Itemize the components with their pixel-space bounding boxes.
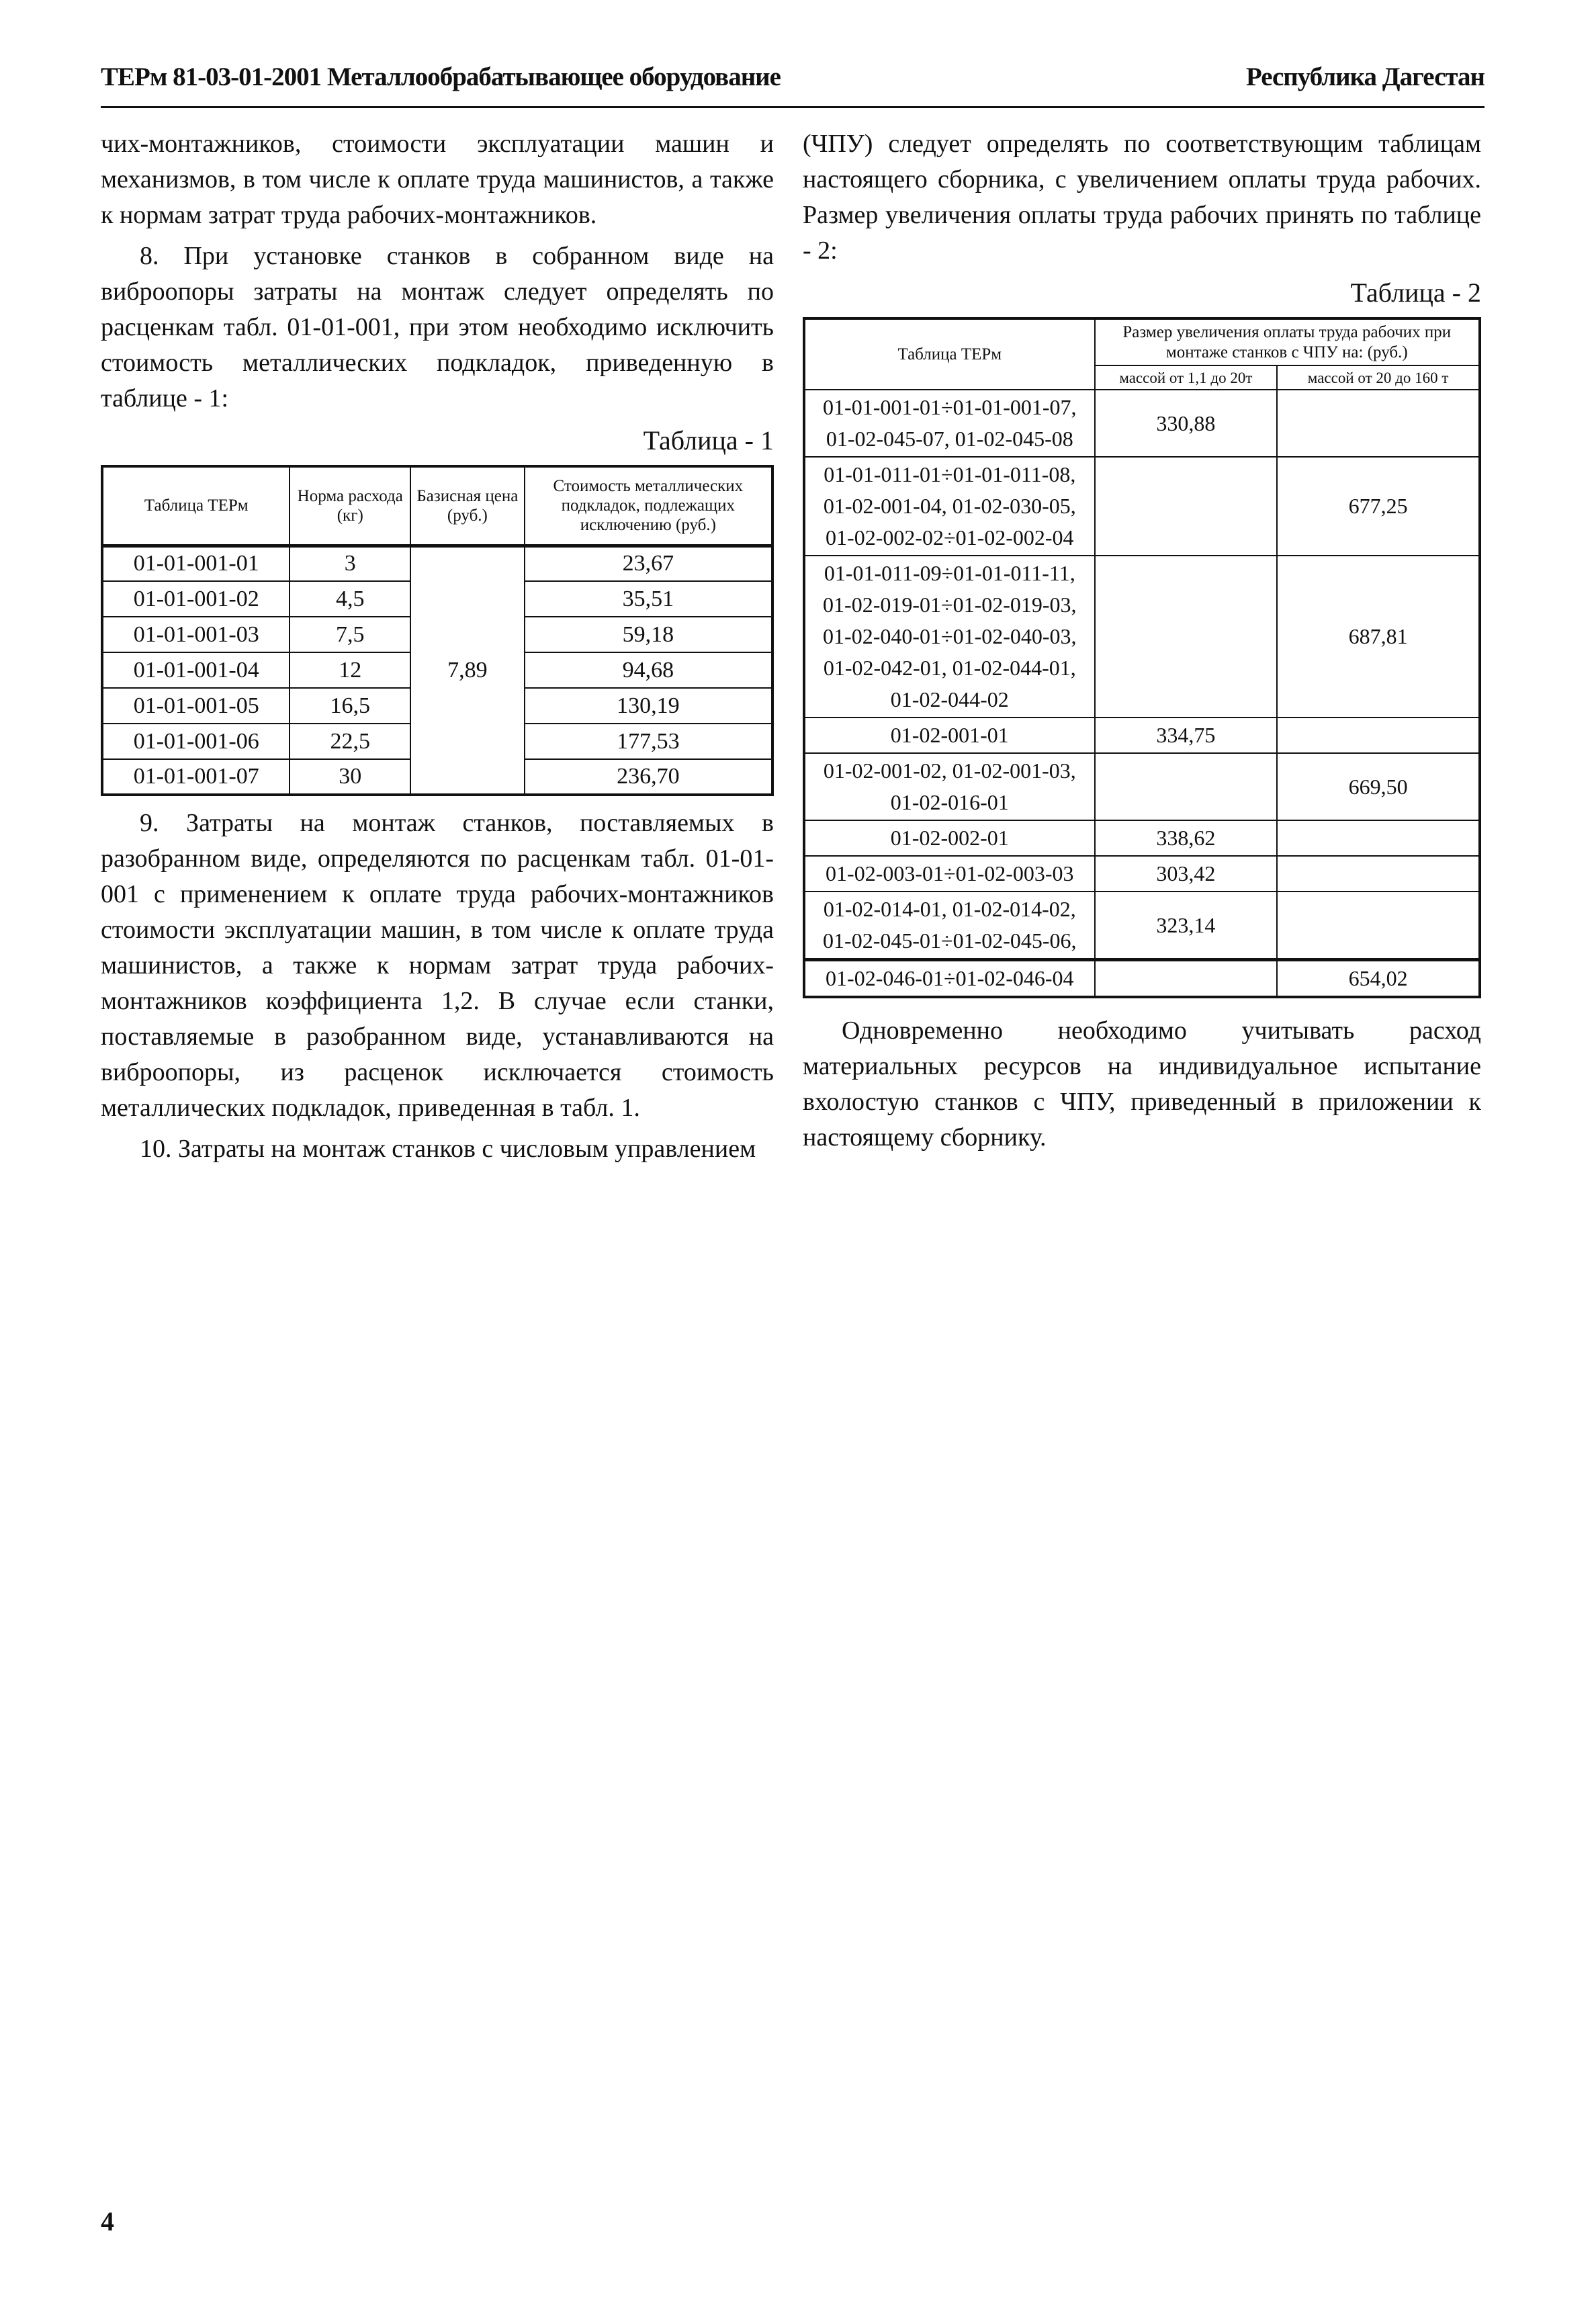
paragraph-10: 10. Затраты на монтаж станков с числовым управлением xyxy=(140,1135,756,1163)
table1-base-price: 7,89 xyxy=(410,546,525,795)
table2-value-2: 654,02 xyxy=(1277,960,1480,998)
table2-codes: 01-02-001-01 xyxy=(804,718,1095,753)
table2-value-1: 338,62 xyxy=(1095,820,1278,856)
table1-code: 01-01-001-05 xyxy=(102,688,290,724)
table2-codes: 01-01-011-09÷01-01-011-11, 01-02-019-01÷01-02-019-03, 01-02-040-01÷01-02-040-03, 01-02-042-01, 01-02-044-01, 01-02-044-02 xyxy=(804,556,1095,718)
table-row xyxy=(804,390,1480,457)
table1-code: 01-01-001-07 xyxy=(102,759,290,795)
table1-cost: 177,53 xyxy=(525,724,772,759)
table2-codes: 01-02-046-01÷01-02-046-04 xyxy=(804,960,1095,998)
table-row xyxy=(804,892,1480,960)
paragraph-9: 9. Затраты на монтаж станков, поставляемых в разобранном виде, определяются по расценкам табл. 01-01-001 с применением к оплате труда рабочих-монтажников стоимости эксплуатации машин, в том числе к оплате труда машинистов, а также к нормам затрат труда рабочих-монтажников коэффициента 1,2. В случае если станки, поставляемые в разобранном виде, устанавливаются на виброопоры, из расценок исключается стоимость металлических подкладок, приведенная в табл. 1. xyxy=(101,809,774,1122)
table1-code: 01-01-001-06 xyxy=(102,724,290,759)
table1-cost: 94,68 xyxy=(525,652,772,688)
table2-value-1 xyxy=(1095,457,1278,556)
table1-cost: 23,67 xyxy=(525,546,772,581)
table1-code: 01-01-001-01 xyxy=(102,546,290,581)
page-header xyxy=(101,59,1484,108)
table2-codes: 01-01-001-01÷01-01-001-07, 01-02-045-07, 01-02-045-08 xyxy=(804,390,1095,457)
table2-value-1 xyxy=(1095,960,1278,998)
table-row xyxy=(804,960,1480,998)
table1-norm: 3 xyxy=(290,546,410,581)
table2-value-2 xyxy=(1277,856,1480,892)
table2-value-2: 677,25 xyxy=(1277,457,1480,556)
table2-value-2 xyxy=(1277,390,1480,457)
paragraph-intro: чих-монтажников, стоимости эксплуатации машин и механизмов, в том числе к оплате труда машинистов, а также к нормам затрат труда рабочих-монтажников. xyxy=(101,130,774,229)
table1-norm: 30 xyxy=(290,759,410,795)
table-row xyxy=(804,856,1480,892)
table2-codes: 01-02-003-01÷01-02-003-03 xyxy=(804,856,1095,892)
paragraph-final: Одновременно необходимо учитывать расход материальных ресурсов на индивидуальное испытание вхолостую станков с ЧПУ, приведенный в приложении к настоящему сборнику. xyxy=(803,1016,1481,1152)
header-title: ТЕРм 81-03-01-2001 Металлообрабатывающее оборудование xyxy=(101,62,781,91)
paragraph-continued: (ЧПУ) следует определять по соответствующим таблицам настоящего сборника, с увеличением оплаты труда рабочих. Размер увеличения оплаты труда рабочих принять по таблице - 2: xyxy=(803,130,1481,265)
header-region: Республика Дагестан xyxy=(1245,62,1484,91)
table2-value-1 xyxy=(1095,753,1278,820)
table-2 xyxy=(803,317,1481,998)
table-row xyxy=(804,556,1480,718)
table2-value-2 xyxy=(1277,892,1480,960)
table2-value-2: 669,50 xyxy=(1277,753,1480,820)
table2-header-sub2: массой от 20 до 160 т xyxy=(1277,365,1480,390)
table1-cost: 130,19 xyxy=(525,688,772,724)
table1-code: 01-01-001-04 xyxy=(102,652,290,688)
table1-norm: 16,5 xyxy=(290,688,410,724)
table-1 xyxy=(101,465,774,796)
table2-value-1: 330,88 xyxy=(1095,390,1278,457)
page-number: 4 xyxy=(101,2206,114,2237)
table1-header-price: Базисная цена (руб.) xyxy=(410,466,525,546)
table1-cost: 236,70 xyxy=(525,759,772,795)
table-row xyxy=(804,753,1480,820)
table1-norm: 4,5 xyxy=(290,581,410,617)
table1-code: 01-01-001-03 xyxy=(102,617,290,652)
table-row xyxy=(102,546,772,581)
table1-cost: 35,51 xyxy=(525,581,772,617)
table2-header-sub1: массой от 1,1 до 20т xyxy=(1095,365,1278,390)
table2-codes: 01-02-001-02, 01-02-001-03, 01-02-016-01 xyxy=(804,753,1095,820)
table-row xyxy=(804,718,1480,753)
right-column xyxy=(803,126,1481,1161)
table1-header-code: Таблица ТЕРм xyxy=(102,466,290,546)
table2-value-1: 323,14 xyxy=(1095,892,1278,960)
table2-codes: 01-02-002-01 xyxy=(804,820,1095,856)
table-row xyxy=(804,820,1480,856)
table-row xyxy=(804,457,1480,556)
table2-value-2 xyxy=(1277,820,1480,856)
table2-value-2 xyxy=(1277,718,1480,753)
table2-codes: 01-02-014-01, 01-02-014-02, 01-02-045-01÷01-02-045-06, xyxy=(804,892,1095,960)
table1-caption: Таблица - 1 xyxy=(643,425,774,455)
table2-caption: Таблица - 2 xyxy=(1350,277,1481,308)
table1-norm: 7,5 xyxy=(290,617,410,652)
table1-code: 01-01-001-02 xyxy=(102,581,290,617)
table2-header-code: Таблица ТЕРм xyxy=(804,318,1095,390)
table1-norm: 22,5 xyxy=(290,724,410,759)
table2-value-1: 303,42 xyxy=(1095,856,1278,892)
table1-header-norm: Норма расхода (кг) xyxy=(290,466,410,546)
paragraph-8: 8. При установке станков в собранном виде на виброопоры затраты на монтаж следует определять по расценкам табл. 01-01-001, при этом необходимо исключить стоимость металлических подкладок, приведенную в таблице - 1: xyxy=(101,242,774,413)
table2-value-2: 687,81 xyxy=(1277,556,1480,718)
left-column xyxy=(101,126,774,1172)
table2-value-1: 334,75 xyxy=(1095,718,1278,753)
table2-codes: 01-01-011-01÷01-01-011-08, 01-02-001-04, 01-02-030-05, 01-02-002-02÷01-02-002-04 xyxy=(804,457,1095,556)
table1-header-cost: Стоимость металлических подкладок, подлежащих исключению (руб.) xyxy=(525,466,772,546)
table2-header-group: Размер увеличения оплаты труда рабочих при монтаже станков с ЧПУ на: (руб.) xyxy=(1095,318,1480,365)
table1-norm: 12 xyxy=(290,652,410,688)
table1-cost: 59,18 xyxy=(525,617,772,652)
table2-value-1 xyxy=(1095,556,1278,718)
